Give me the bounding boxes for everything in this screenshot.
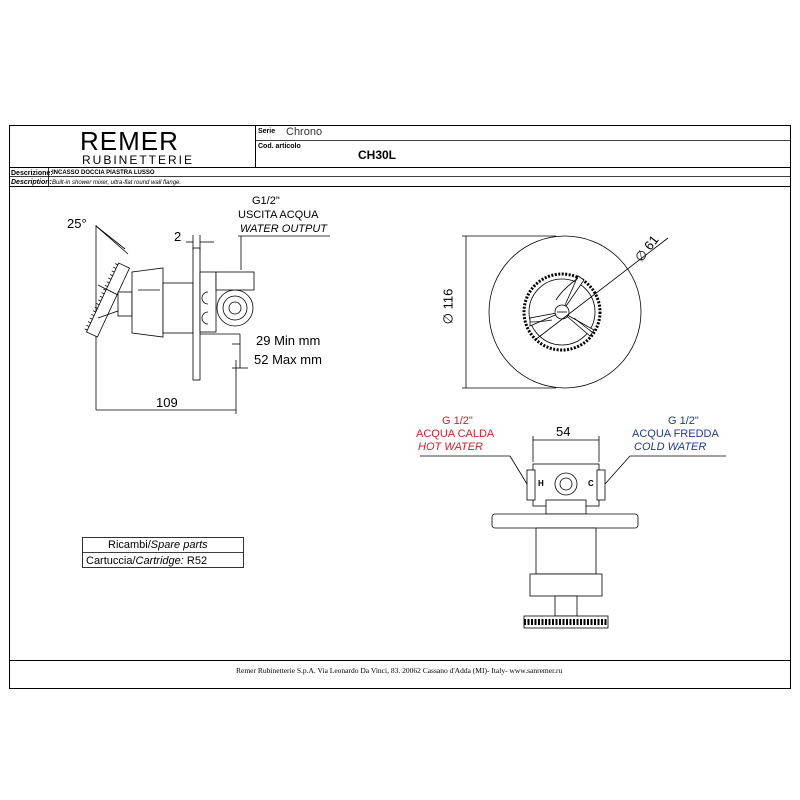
flange-dim-label: 2 [174, 229, 182, 244]
code-label: Cod. articolo [258, 143, 301, 150]
serie-label: Serie [258, 128, 276, 135]
handle-diameter-label: ∅ 61 [631, 232, 662, 265]
cold-thread-label: G 1/2" [668, 415, 699, 427]
angle-label: 25° [67, 216, 87, 231]
brand-subtitle: RUBINETTERIE [82, 153, 195, 167]
min-depth-label: 29 Min mm [256, 333, 321, 348]
outlet-it-label: USCITA ACQUA [238, 209, 319, 221]
cartridge-row [86, 556, 207, 567]
hot-it-label: ACQUA CALDA [416, 428, 495, 440]
outlet-en-label: WATER OUTPUT [240, 223, 327, 235]
footer-address: Remer Rubinetterie S.p.A. Via Leonardo Da Vinci, 83. 20062 Cassano d'Adda (MI)- Italy- www.sanremer.ru [236, 666, 563, 675]
width-label: 54 [556, 424, 571, 439]
description-value: Built-in shower mixer, ultra-flat round wall flange. [52, 180, 182, 186]
cold-it-label: ACQUA FREDDA [632, 428, 719, 440]
cold-marker: C [588, 479, 594, 488]
cartridge-en: Cartridge: [135, 555, 184, 567]
outlet-thread-label: G1/2" [252, 195, 280, 207]
brand-name: REMER [80, 126, 179, 156]
max-depth-label: 52 Max mm [254, 352, 322, 367]
hot-en-label: HOT WATER [418, 441, 483, 453]
code-value: CH30L [358, 148, 397, 162]
cartridge-value: R52 [186, 555, 208, 567]
plate-diameter-label: ∅ 116 [440, 288, 456, 325]
spare-title-it: Ricambi/ [108, 539, 151, 551]
cartridge-it: Cartuccia/ [86, 555, 136, 567]
hot-marker: H [538, 479, 544, 488]
descrizione-value: INCASSO DOCCIA PIASTRA LUSSO [52, 170, 155, 176]
length-label: 109 [156, 395, 178, 410]
hot-thread-label: G 1/2" [442, 415, 473, 427]
descrizione-label: Descrizione: [11, 170, 53, 177]
cold-en-label: COLD WATER [634, 441, 707, 453]
spare-title [108, 540, 208, 551]
serie-value: Chrono [286, 126, 323, 138]
description-label: Description: [11, 179, 52, 186]
spare-title-en: Spare parts [150, 539, 208, 551]
